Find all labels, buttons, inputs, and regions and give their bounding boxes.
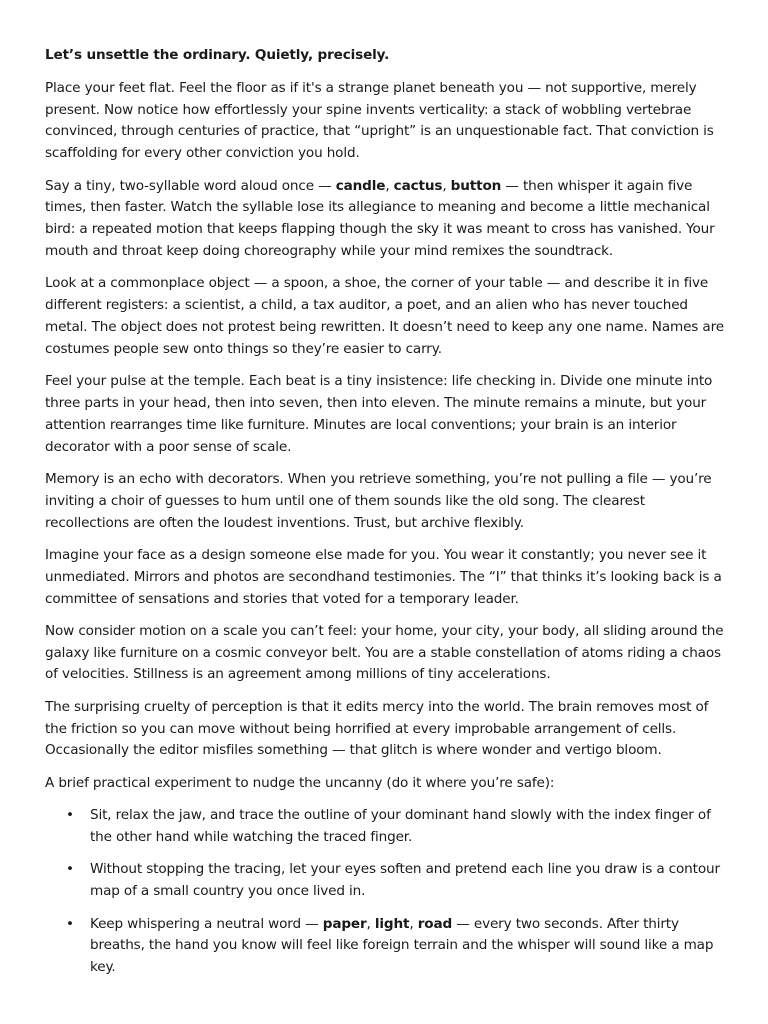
paragraph-pulse: Feel your pulse at the temple. Each beat is a tiny insistence: life checking in. Divide one minute into three parts in your head, then into seven, then into eleven. The minute remains a minute, but your attention rearranges time like furniture. Minutes are local conventions; your brain is an interior decorator with a poor sense of scale. (45, 373, 713, 455)
document-heading: Let’s unsettle the ordinary. Quietly, precisely. (45, 47, 390, 63)
paragraph-face: Imagine your face as a design someone else made for you. You wear it constantly; you never see it unmediated. Mirrors and photos are secondhand testimonies. The “I” that thinks it’s looking back is a committee of sensations and stories that voted for a temporary leader. (45, 546, 722, 607)
text-segment: Say a tiny, two-syllable word aloud once — (45, 177, 336, 194)
paragraph-syllable (45, 176, 729, 263)
emphasis-word: road (417, 915, 453, 932)
text-segment: — then whisper it again five times, then faster. Watch the syllable lose its allegiance to meaning and become a little mechanical bird: a repeated motion that keeps flapping though the sky it was meant to cross has vanished. Your mouth and throat keep doing choreography while your mind remixes the soundtrack. (45, 177, 715, 259)
list-item (45, 805, 729, 849)
document-body (45, 45, 729, 990)
paragraph-experiment-intro: A brief practical experiment to nudge the uncanny (do it where you’re safe): (45, 774, 555, 791)
list-item (45, 914, 729, 979)
text-separator: , (442, 177, 451, 194)
list-item-text: Sit, relax the jaw, and trace the outline of your dominant hand slowly with the index finger of the other hand while watching the traced finger. (90, 807, 711, 846)
list-item (45, 859, 729, 903)
paragraph-perception: The surprising cruelty of perception is that it edits mercy into the world. The brain removes most of the friction so you can move without being horrified at every improbable arrangement of cells. Occasionally the editor misfiles something — that glitch is where wonder and vertigo bloom. (45, 698, 709, 759)
experiment-list (45, 805, 729, 979)
text-segment: — every two seconds. After thirty breaths, the hand you know will feel like foreign terrain and the whisper will sound like a map key. (90, 915, 714, 976)
list-item-text (90, 916, 713, 976)
list-item-text: Without stopping the tracing, let your eyes soften and pretend each line you draw is a contour map of a small country you once lived in. (90, 861, 720, 900)
emphasis-word: button (450, 177, 502, 194)
text-separator: , (409, 915, 418, 932)
bullet-icon: • (66, 807, 74, 824)
emphasis-word: paper (322, 915, 367, 932)
paragraph-motion: Now consider motion on a scale you can’t feel: your home, your city, your body, all sliding around the galaxy like furniture on a cosmic conveyor belt. You are a stable constellation of atoms riding a chaos of velocities. Stillness is an agreement among millions of tiny accelerations. (45, 622, 724, 683)
paragraph-memory: Memory is an echo with decorators. When you retrieve something, you’re not pulling a file — you’re inviting a choir of guesses to hum until one of them sounds like the old song. The clearest recollections are often the loudest inventions. Trust, but archive flexibly. (45, 470, 712, 531)
paragraph-object-registers: Look at a commonplace object — a spoon, a shoe, the corner of your table — and describe it in five different registers: a scientist, a child, a tax auditor, a poet, and an alien who has never touched metal. The object does not protest being rewritten. It doesn’t need to keep any one name. Names are costumes people sew onto things so they’re easier to carry. (45, 275, 724, 357)
emphasis-word: cactus (393, 177, 443, 194)
emphasis-word: light (374, 915, 410, 932)
bullet-icon: • (66, 915, 74, 932)
bullet-icon: • (66, 861, 74, 878)
paragraph-feet-floor: Place your feet flat. Feel the floor as if it's a strange planet beneath you — not supportive, merely present. Now notice how effortlessly your spine invents verticality: a stack of wobbling vertebrae convinced, through centuries of practice, that “upright” is an unquestionable fact. That conviction is scaffolding for every other conviction you hold. (45, 79, 714, 162)
text-separator: , (366, 915, 375, 932)
text-segment: Keep whispering a neutral word — (90, 915, 323, 932)
emphasis-word: candle (335, 177, 386, 194)
text-separator: , (385, 177, 394, 194)
